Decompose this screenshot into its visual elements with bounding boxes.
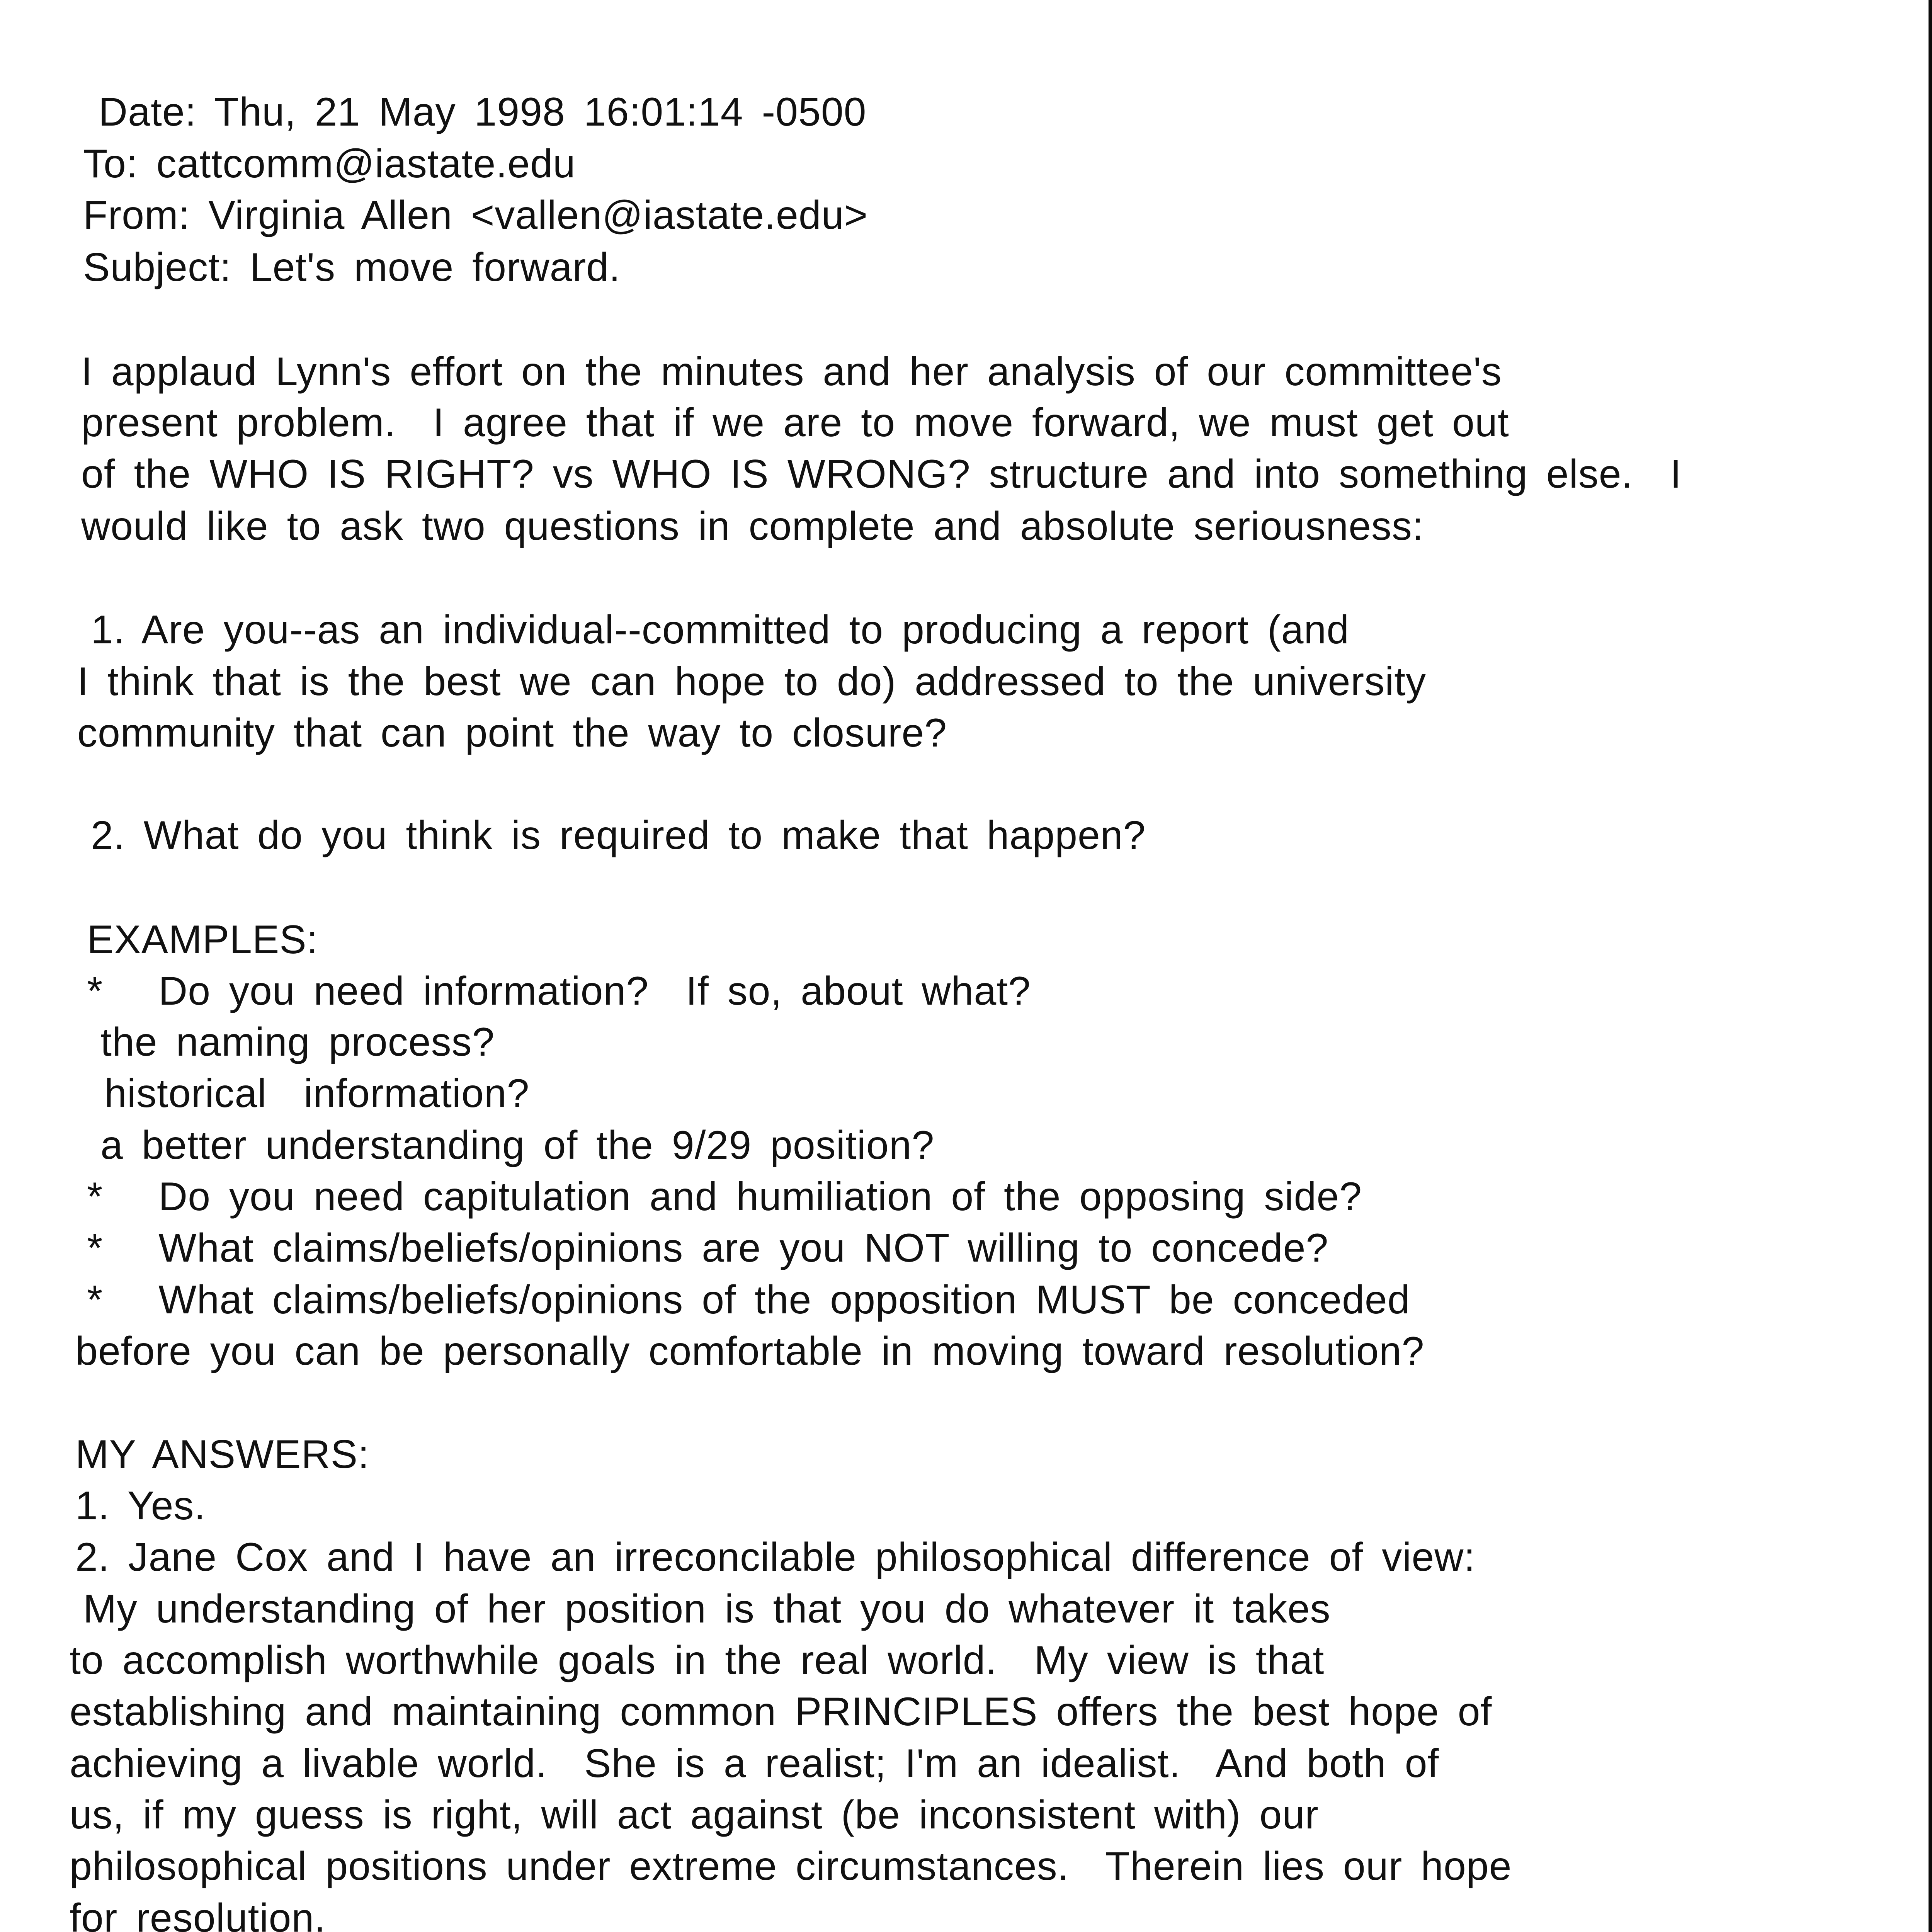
answer-line: establishing and maintaining common PRINCIPLES offers the best hope of [70,1689,1492,1734]
example-line: * Do you need capitulation and humiliation of the opposing side? [87,1174,1362,1219]
question-1-line: community that can point the way to closure? [77,711,947,755]
question-1-line: 1. Are you--as an individual--committed to producing a report (and [91,607,1350,652]
intro-line: I applaud Lynn's effort on the minutes and her analysis of our committee's [81,349,1502,394]
answer-line: 1. Yes. [75,1483,206,1528]
answer-line: to accomplish worthwhile goals in the real world. My view is that [70,1638,1325,1683]
answer-line: philosophical positions under extreme circumstances. Therein lies our hope [70,1844,1512,1889]
email-date: Date: Thu, 21 May 1998 16:01:14 -0500 [99,90,867,134]
answer-line: us, if my guess is right, will act against (be inconsistent with) our [70,1793,1319,1837]
example-line: a better understanding of the 9/29 position? [100,1123,935,1168]
intro-line: of the WHO IS RIGHT? vs WHO IS WRONG? structure and into something else. I [81,452,1682,497]
example-line: the naming process? [100,1020,495,1065]
example-line: * What claims/beliefs/opinions of the opposition MUST be conceded [87,1277,1410,1322]
question-2: 2. What do you think is required to make that happen? [91,813,1146,858]
example-line: * Do you need information? If so, about what? [87,969,1031,1014]
intro-line: present problem. I agree that if we are to move forward, we must get out [81,400,1509,445]
answer-line: My understanding of her position is that you do whatever it takes [83,1587,1331,1631]
answer-line: 2. Jane Cox and I have an irreconcilable philosophical difference of view: [75,1535,1476,1580]
intro-line: would like to ask two questions in complete and absolute seriousness: [81,504,1424,549]
answer-line: achieving a livable world. She is a realist; I'm an idealist. And both of [70,1741,1439,1786]
question-1-line: I think that is the best we can hope to do) addressed to the university [77,659,1427,704]
example-line: historical information? [104,1071,530,1116]
email-from: From: Virginia Allen <vallen@iastate.edu> [83,193,868,238]
email-subject: Subject: Let's move forward. [83,245,621,290]
email-to: To: cattcomm@iastate.edu [83,141,576,186]
example-line: * What claims/beliefs/opinions are you NOT willing to concede? [87,1226,1329,1270]
scan-edge [1929,0,1932,1932]
example-line: before you can be personally comfortable in moving toward resolution? [75,1329,1425,1374]
examples-heading: EXAMPLES: [87,917,318,962]
answer-line: for resolution. [70,1896,326,1932]
answers-heading: MY ANSWERS: [75,1432,370,1477]
